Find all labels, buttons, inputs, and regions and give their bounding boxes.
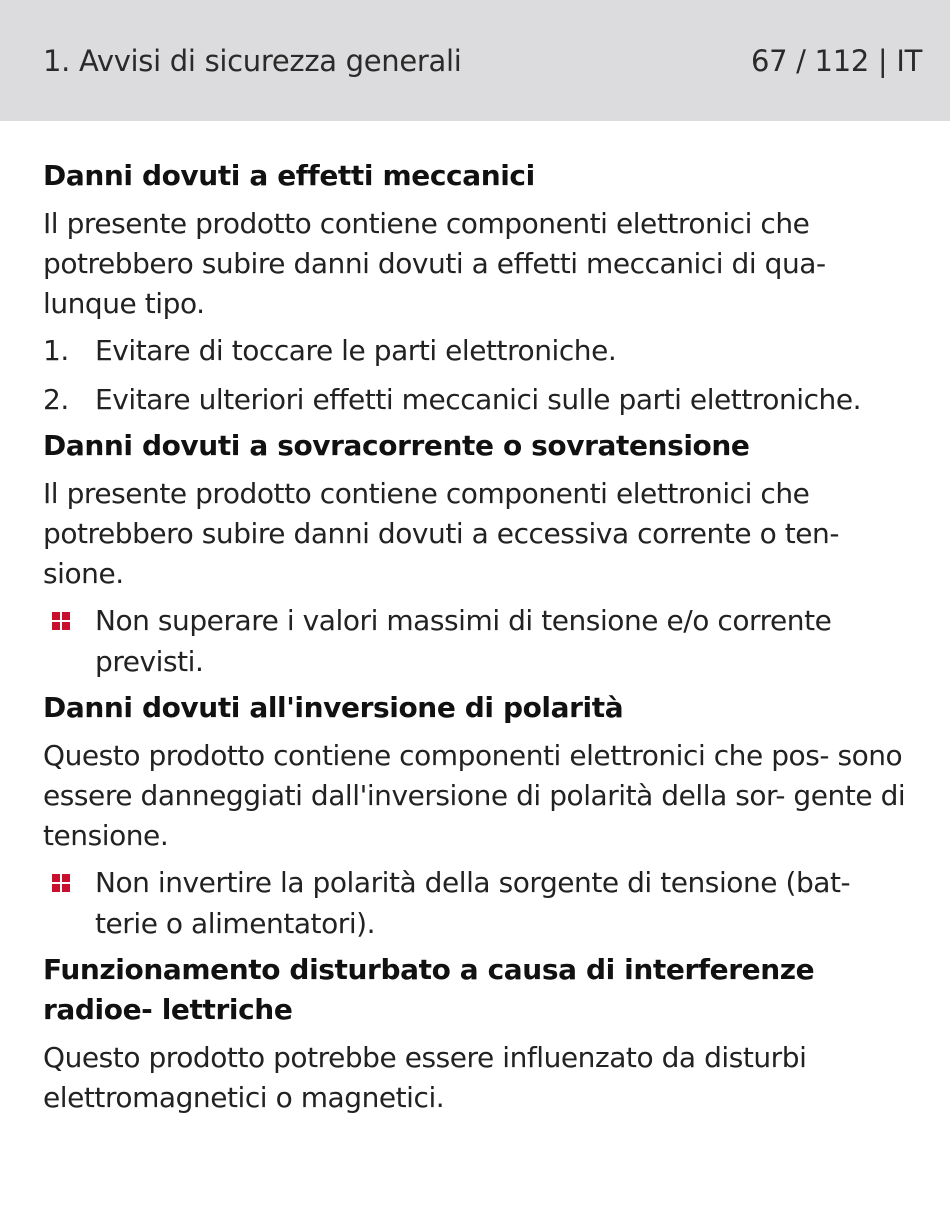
list-item: [43, 379, 907, 420]
section-paragraph: Il presente prodotto contiene componenti elettronici che potrebbero subire danni dovuti a eccessiva corrente o ten- sione.: [43, 477, 839, 590]
bullet-list: [43, 862, 907, 944]
red-square-bullet-icon: [43, 862, 95, 944]
red-square-bullet-icon: [43, 600, 95, 682]
bullet-list: [43, 600, 907, 682]
section-title: Danni dovuti a sovracorrente o sovratensione: [43, 429, 750, 462]
list-item: [43, 330, 907, 371]
list-item-text: Evitare di toccare le parti elettroniche.: [95, 334, 617, 367]
section-paragraph: Questo prodotto potrebbe essere influenzato da disturbi elettromagnetici o magnetici.: [43, 1041, 807, 1114]
list-item-text: Evitare ulteriori effetti meccanici sulle parti elettroniche.: [95, 383, 862, 416]
list-item-text: Non superare i valori massimi di tensione e/o corrente previsti.: [95, 604, 832, 678]
list-item: [43, 600, 907, 682]
section-title: Danni dovuti all'inversione di polarità: [43, 691, 624, 724]
list-number: 1.: [43, 334, 69, 367]
header-section-title: 1. Avvisi di sicurezza generali: [43, 43, 462, 78]
list-number: 2.: [43, 383, 69, 416]
section-title: Danni dovuti a effetti meccanici: [43, 159, 535, 192]
section-title: Funzionamento disturbato a causa di interferenze radioe- lettriche: [43, 953, 815, 1026]
section-paragraph: Il presente prodotto contiene componenti elettronici che potrebbero subire danni dovuti a effetti meccanici di qua- lunque tipo.: [43, 207, 826, 320]
section-mechanical-damage: [43, 156, 907, 420]
section-overcurrent-damage: [43, 426, 907, 682]
section-paragraph: Questo prodotto contiene componenti elettronici che pos- sono essere danneggiati dall'inversione di polarità della sor- gente di tensione.: [43, 739, 906, 852]
list-item: [43, 862, 907, 944]
numbered-list: [43, 330, 907, 420]
section-radio-interference: [43, 950, 907, 1118]
list-item-text: Non invertire la polarità della sorgente di tensione (bat- terie o alimentatori).: [95, 866, 851, 940]
section-polarity-damage: [43, 688, 907, 944]
header-page-number: 67 / 112 | IT: [750, 43, 922, 78]
page-content: [0, 156, 950, 1118]
page-header: [0, 0, 950, 121]
